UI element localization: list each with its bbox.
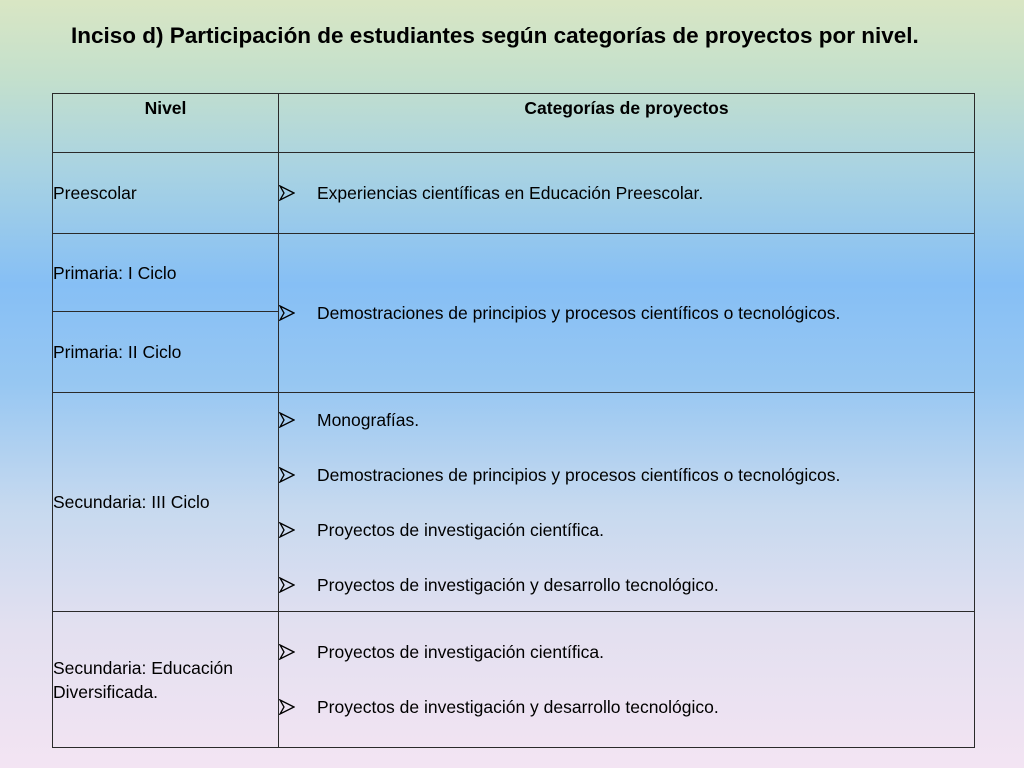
- arrowhead-bullet-icon: [279, 305, 295, 321]
- category-item: [279, 640, 974, 664]
- categories-cell: [279, 153, 975, 234]
- table-row: [53, 393, 975, 612]
- table-row: [53, 234, 975, 312]
- arrowhead-bullet-icon: [279, 644, 295, 660]
- category-list: [279, 181, 974, 205]
- category-item: [279, 408, 974, 432]
- category-item: [279, 301, 974, 325]
- arrowhead-bullet-icon: [279, 522, 295, 538]
- table-row: [53, 153, 975, 234]
- arrowhead-bullet-icon: [279, 185, 295, 201]
- level-cell: Preescolar: [53, 153, 279, 234]
- header-categorias: Categorías de proyectos: [279, 94, 975, 153]
- category-item: [279, 695, 974, 719]
- slide-title: Inciso d) Participación de estudiantes según categorías de proyectos por nivel.: [71, 23, 919, 48]
- header-nivel: Nivel: [53, 94, 279, 153]
- category-text: Proyectos de investigación científica.: [317, 519, 604, 540]
- categories-cell: [279, 393, 975, 612]
- category-item: [279, 463, 974, 487]
- category-text: Proyectos de investigación científica.: [317, 642, 604, 662]
- level-cell: Primaria: I Ciclo: [53, 234, 279, 312]
- category-text: Demostraciones de principios y procesos científicos o tecnológicos.: [317, 303, 841, 323]
- arrowhead-bullet-icon: [279, 699, 295, 715]
- table-header-row: [53, 94, 975, 153]
- level-cell: Secundaria: III Ciclo: [53, 393, 279, 612]
- categories-cell: [279, 612, 975, 748]
- category-list: [279, 301, 974, 325]
- table-row: [53, 612, 975, 748]
- category-item: [279, 518, 974, 542]
- level-cell: Primaria: II Ciclo: [53, 312, 279, 393]
- category-text: Monografías.: [317, 409, 420, 430]
- level-cell: Secundaria: Educación Diversificada.: [53, 612, 279, 748]
- arrowhead-bullet-icon: [279, 412, 295, 428]
- category-text: Proyectos de investigación y desarrollo tecnológico.: [317, 697, 719, 717]
- arrowhead-bullet-icon: [279, 467, 295, 483]
- category-list: [279, 408, 974, 597]
- category-list: [279, 640, 974, 719]
- category-item: [279, 573, 974, 597]
- arrowhead-bullet-icon: [279, 577, 295, 593]
- projects-table: [52, 93, 975, 748]
- category-text: Experiencias científicas en Educación Preescolar.: [317, 183, 704, 203]
- category-text: Demostraciones de principios y procesos científicos o tecnológicos.: [317, 464, 841, 485]
- categories-cell: [279, 234, 975, 393]
- category-text: Proyectos de investigación y desarrollo tecnológico.: [317, 574, 719, 595]
- category-item: [279, 181, 974, 205]
